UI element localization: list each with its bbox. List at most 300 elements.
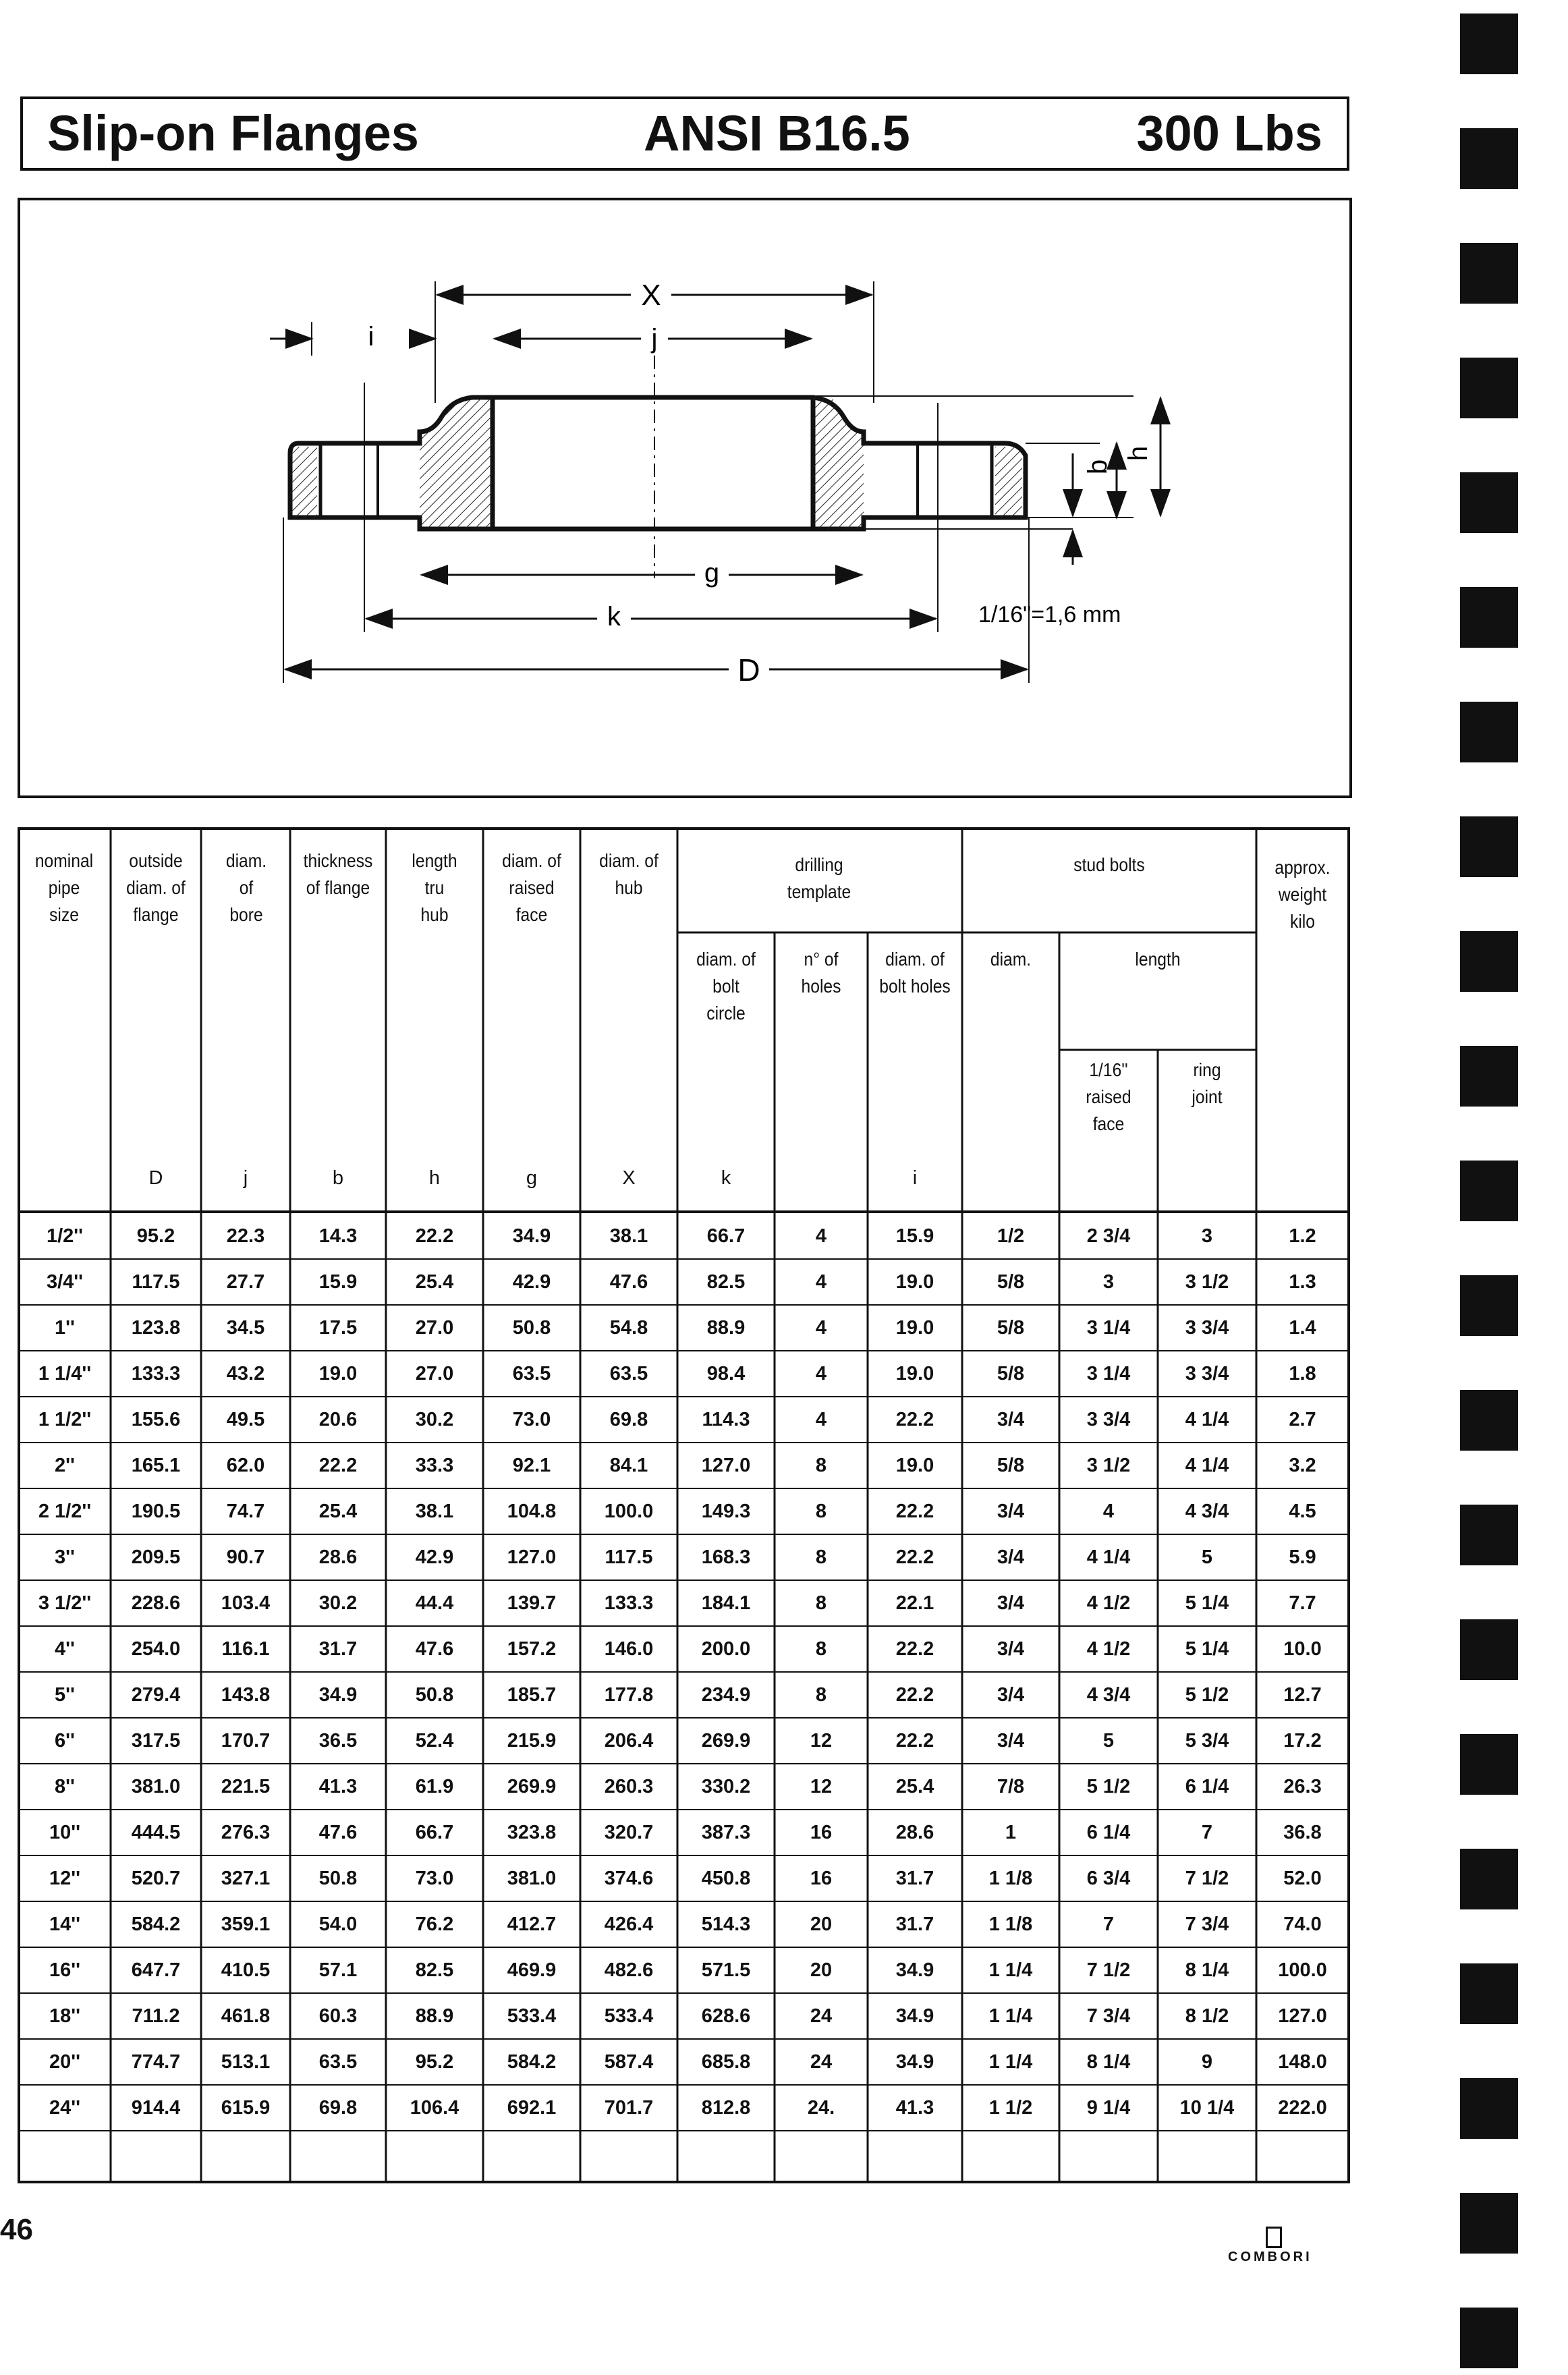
row-pipe-size: 2'' bbox=[55, 1455, 75, 1476]
right-hub-hatch bbox=[813, 397, 864, 529]
table-cell: 170.7 bbox=[221, 1730, 271, 1752]
row-pipe-size: 24'' bbox=[49, 2097, 81, 2119]
table-cell: 31.7 bbox=[895, 1913, 934, 1935]
binding-tab bbox=[1460, 1046, 1518, 1107]
table-cell: 254.0 bbox=[131, 1638, 181, 1660]
row-pipe-size: 1 1/4'' bbox=[38, 1363, 92, 1385]
table-cell: 3 bbox=[1201, 1225, 1213, 1247]
table-cell: 22.2 bbox=[895, 1684, 934, 1706]
table-cell: 6 1/4 bbox=[1086, 1822, 1131, 1843]
table-cell: 359.1 bbox=[221, 1913, 271, 1935]
dim-label-b: b bbox=[1083, 459, 1113, 475]
table-cell: 3/4 bbox=[997, 1730, 1025, 1752]
table-cell: 1 bbox=[1005, 1822, 1017, 1843]
table-cell: 4.5 bbox=[1289, 1501, 1316, 1522]
dim-label-g: g bbox=[704, 558, 720, 588]
header-bore-diameter: diam. of bore bbox=[225, 850, 267, 925]
table-cell: 76.2 bbox=[415, 1913, 454, 1935]
table-cell: 84.1 bbox=[609, 1455, 648, 1476]
table-cell: 520.7 bbox=[131, 1868, 181, 1889]
table-cell: 47.6 bbox=[609, 1271, 648, 1293]
table-cell: 22.1 bbox=[895, 1592, 934, 1614]
table-cell: 22.2 bbox=[895, 1730, 934, 1752]
table-cell: 4 1/4 bbox=[1185, 1409, 1229, 1430]
table-cell: 8 1/4 bbox=[1086, 2051, 1131, 2073]
table-cell: 615.9 bbox=[221, 2097, 271, 2119]
table-cell: 9 bbox=[1201, 2051, 1213, 2073]
table-cell: 482.6 bbox=[604, 1959, 654, 1981]
table-cell: 4 1/4 bbox=[1086, 1546, 1131, 1568]
table-cell: 177.8 bbox=[604, 1684, 654, 1706]
binding-tabs bbox=[1444, 0, 1568, 2372]
table-cell: 221.5 bbox=[221, 1776, 271, 1797]
table-cell: 260.3 bbox=[604, 1776, 654, 1797]
header-hub-length: length tru hub bbox=[412, 850, 457, 925]
table-cell: 100.0 bbox=[604, 1501, 654, 1522]
table-cell: 20 bbox=[810, 1913, 833, 1935]
table-cell: 114.3 bbox=[702, 1409, 750, 1430]
table-cell: 533.4 bbox=[507, 2005, 557, 2027]
table-cell: 41.3 bbox=[895, 2097, 934, 2119]
table-cell: 4 bbox=[815, 1317, 827, 1339]
table-cell: 5 1/2 bbox=[1086, 1776, 1131, 1797]
header-nominal-pipe-size: nominal pipe size bbox=[34, 850, 94, 925]
table-cell: 1/2 bbox=[997, 1225, 1025, 1247]
table-cell: 269.9 bbox=[507, 1776, 557, 1797]
table-cell: 5/8 bbox=[997, 1271, 1025, 1293]
table-cell: 50.8 bbox=[318, 1868, 358, 1889]
table-cell: 8 bbox=[815, 1592, 827, 1614]
table-cell: 7 3/4 bbox=[1086, 2005, 1131, 2027]
header-bolt-hole-diameter: diam. of bolt holes bbox=[879, 949, 951, 997]
table-cell: 12 bbox=[810, 1776, 833, 1797]
table-cell: 25.4 bbox=[415, 1271, 454, 1293]
table-cell: 692.1 bbox=[507, 2097, 557, 2119]
table-cell: 4 3/4 bbox=[1086, 1684, 1131, 1706]
table-cell: 4 1/2 bbox=[1086, 1592, 1131, 1614]
header-hub-diameter: diam. of hub bbox=[599, 850, 659, 898]
table-cell: 374.6 bbox=[604, 1868, 654, 1889]
table-cell: 3 bbox=[1102, 1271, 1115, 1293]
table-cell: 44.4 bbox=[415, 1592, 454, 1614]
dim-label-k: k bbox=[607, 602, 621, 632]
table-cell: 31.7 bbox=[895, 1868, 934, 1889]
table-cell: 533.4 bbox=[604, 2005, 654, 2027]
row-pipe-size: 18'' bbox=[49, 2005, 81, 2027]
table-cell: 36.8 bbox=[1283, 1822, 1322, 1843]
table-cell: 2 3/4 bbox=[1086, 1225, 1131, 1247]
publisher-logo bbox=[1228, 2227, 1312, 2265]
page-number: 46 bbox=[0, 2213, 33, 2246]
column-symbol: D bbox=[148, 1167, 163, 1189]
table-cell: 7 1/2 bbox=[1185, 1868, 1229, 1889]
table-cell: 22.2 bbox=[895, 1409, 934, 1430]
table-cell: 222.0 bbox=[1278, 2097, 1327, 2119]
table-cell: 1 1/8 bbox=[988, 1868, 1033, 1889]
left-flange-hatch bbox=[290, 447, 317, 518]
row-pipe-size: 5'' bbox=[55, 1684, 75, 1706]
binding-tab bbox=[1460, 1619, 1518, 1680]
header-stud-length: length bbox=[1135, 949, 1181, 970]
header-drilling-template: drilling template bbox=[787, 854, 851, 902]
table-cell: 16 bbox=[810, 1868, 833, 1889]
table-cell: 3 1/2 bbox=[1086, 1455, 1131, 1476]
table-cell: 31.7 bbox=[318, 1638, 358, 1660]
publisher-logo-text: COMBORI bbox=[1228, 2250, 1312, 2264]
table-cell: 1 1/4 bbox=[988, 1959, 1033, 1981]
table-cell: 5 1/4 bbox=[1185, 1638, 1229, 1660]
table-cell: 387.3 bbox=[701, 1822, 751, 1843]
table-cell: 914.4 bbox=[131, 2097, 181, 2119]
table-cell: 412.7 bbox=[507, 1913, 557, 1935]
table-cell: 9 1/4 bbox=[1086, 2097, 1131, 2119]
table-cell: 8 bbox=[815, 1638, 827, 1660]
table-cell: 774.7 bbox=[131, 2051, 181, 2073]
dim-label-j: j bbox=[651, 324, 658, 354]
raised-face-note: 1/16"=1,6 mm bbox=[978, 602, 1121, 627]
row-pipe-size: 3'' bbox=[55, 1546, 75, 1568]
table-cell: 28.6 bbox=[895, 1822, 934, 1843]
table-cell: 8 bbox=[815, 1501, 827, 1522]
row-pipe-size: 20'' bbox=[49, 2051, 81, 2073]
table-cell: 812.8 bbox=[701, 2097, 751, 2119]
table-cell: 381.0 bbox=[507, 1868, 557, 1889]
table-cell: 168.3 bbox=[701, 1546, 751, 1568]
table-cell: 5/8 bbox=[997, 1363, 1025, 1385]
table-cell: 7 1/2 bbox=[1086, 1959, 1131, 1981]
table-cell: 3/4 bbox=[997, 1546, 1025, 1568]
table-cell: 3 3/4 bbox=[1185, 1317, 1229, 1339]
table-cell: 1.2 bbox=[1289, 1225, 1316, 1247]
table-cell: 27.0 bbox=[415, 1317, 454, 1339]
row-pipe-size: 16'' bbox=[49, 1959, 81, 1981]
row-pipe-size: 1 1/2'' bbox=[38, 1409, 92, 1430]
table-cell: 66.7 bbox=[706, 1225, 746, 1247]
table-cell: 16 bbox=[810, 1822, 833, 1843]
row-pipe-size: 3 1/2'' bbox=[38, 1592, 92, 1614]
table-cell: 5 bbox=[1102, 1730, 1115, 1752]
table-cell: 3/4 bbox=[997, 1592, 1025, 1614]
table-cell: 206.4 bbox=[604, 1730, 654, 1752]
dimensions-table bbox=[18, 827, 1350, 2183]
table-cell: 5 1/4 bbox=[1185, 1592, 1229, 1614]
table-cell: 269.9 bbox=[701, 1730, 751, 1752]
table-cell: 1.8 bbox=[1289, 1363, 1316, 1385]
table-cell: 61.9 bbox=[415, 1776, 454, 1797]
table-cell: 60.3 bbox=[318, 2005, 358, 2027]
table-cell: 3/4 bbox=[997, 1684, 1025, 1706]
table-cell: 43.2 bbox=[226, 1363, 265, 1385]
binding-tab bbox=[1460, 1161, 1518, 1221]
table-cell: 701.7 bbox=[604, 2097, 654, 2119]
table-cell: 3 1/4 bbox=[1086, 1317, 1131, 1339]
table-cell: 185.7 bbox=[507, 1684, 557, 1706]
table-cell: 647.7 bbox=[131, 1959, 181, 1981]
table-cell: 19.0 bbox=[895, 1317, 934, 1339]
row-pipe-size: 6'' bbox=[55, 1730, 75, 1752]
table-cell: 5/8 bbox=[997, 1455, 1025, 1476]
table-cell: 148.0 bbox=[1278, 2051, 1327, 2073]
table-cell: 6 1/4 bbox=[1185, 1776, 1229, 1797]
table-cell: 3/4 bbox=[997, 1638, 1025, 1660]
table-cell: 95.2 bbox=[415, 2051, 454, 2073]
table-cell: 8 bbox=[815, 1546, 827, 1568]
table-cell: 50.8 bbox=[512, 1317, 551, 1339]
table-cell: 17.5 bbox=[318, 1317, 358, 1339]
table-cell: 571.5 bbox=[701, 1959, 751, 1981]
row-pipe-size: 1'' bbox=[55, 1317, 75, 1339]
table-cell: 381.0 bbox=[131, 1776, 181, 1797]
table-cell: 92.1 bbox=[512, 1455, 551, 1476]
table-cell: 143.8 bbox=[221, 1684, 271, 1706]
dim-label-i: i bbox=[368, 322, 374, 352]
table-cell: 38.1 bbox=[415, 1501, 454, 1522]
table-cell: 15.9 bbox=[895, 1225, 934, 1247]
table-cell: 3 1/4 bbox=[1086, 1363, 1131, 1385]
dim-label-x: X bbox=[641, 279, 661, 312]
table-cell: 127.0 bbox=[507, 1546, 557, 1568]
table-cell: 20 bbox=[810, 1959, 833, 1981]
table-cell: 8 bbox=[815, 1684, 827, 1706]
table-cell: 10 1/4 bbox=[1179, 2097, 1235, 2119]
table-cell: 5/8 bbox=[997, 1317, 1025, 1339]
table-cell: 22.2 bbox=[318, 1455, 358, 1476]
table-cell: 4 bbox=[815, 1225, 827, 1247]
table-cell: 25.4 bbox=[318, 1501, 358, 1522]
table-cell: 63.5 bbox=[512, 1363, 551, 1385]
table-cell: 22.2 bbox=[895, 1546, 934, 1568]
table-cell: 38.1 bbox=[609, 1225, 648, 1247]
table-cell: 24. bbox=[807, 2097, 835, 2119]
binding-tab bbox=[1460, 128, 1518, 189]
table-cell: 587.4 bbox=[604, 2051, 654, 2073]
table-cell: 628.6 bbox=[701, 2005, 751, 2027]
table-cell: 1.3 bbox=[1289, 1271, 1316, 1293]
column-symbol: j bbox=[243, 1167, 248, 1189]
binding-tab bbox=[1460, 472, 1518, 533]
table-cell: 63.5 bbox=[318, 2051, 358, 2073]
table-cell: 330.2 bbox=[701, 1776, 751, 1797]
table-cell: 146.0 bbox=[604, 1638, 654, 1660]
table-cell: 215.9 bbox=[507, 1730, 557, 1752]
table-cell: 54.8 bbox=[609, 1317, 648, 1339]
table-cell: 7 bbox=[1201, 1822, 1213, 1843]
table-cell: 26.3 bbox=[1283, 1776, 1322, 1797]
table-cell: 133.3 bbox=[131, 1363, 181, 1385]
table-cell: 1.4 bbox=[1289, 1317, 1316, 1339]
table-cell: 1 1/4 bbox=[988, 2051, 1033, 2073]
table-cell: 69.8 bbox=[609, 1409, 648, 1430]
binding-tab bbox=[1460, 1390, 1518, 1451]
table-cell: 24 bbox=[810, 2005, 833, 2027]
table-cell: 20.6 bbox=[318, 1409, 358, 1430]
column-symbol: k bbox=[721, 1167, 731, 1189]
binding-tab bbox=[1460, 2078, 1518, 2139]
table-cell: 52.0 bbox=[1283, 1868, 1322, 1889]
table-cell: 34.9 bbox=[895, 1959, 934, 1981]
table-cell: 127.0 bbox=[1278, 2005, 1327, 2027]
table-cell: 155.6 bbox=[131, 1409, 181, 1430]
right-flange-hatch bbox=[995, 447, 1022, 518]
binding-tab bbox=[1460, 243, 1518, 304]
table-cell: 116.1 bbox=[221, 1638, 270, 1660]
table-cell: 103.4 bbox=[221, 1592, 271, 1614]
table-cell: 4 1/4 bbox=[1185, 1455, 1229, 1476]
table-cell: 469.9 bbox=[507, 1959, 557, 1981]
table-cell: 450.8 bbox=[701, 1868, 751, 1889]
table-cell: 54.0 bbox=[318, 1913, 358, 1935]
table-cell: 34.5 bbox=[226, 1317, 265, 1339]
table-cell: 410.5 bbox=[221, 1959, 271, 1981]
table-cell: 28.6 bbox=[318, 1546, 358, 1568]
table-cell: 66.7 bbox=[415, 1822, 454, 1843]
table-cell: 5 bbox=[1201, 1546, 1213, 1568]
binding-tab bbox=[1460, 587, 1518, 648]
table-cell: 5.9 bbox=[1289, 1546, 1316, 1568]
table-cell: 123.8 bbox=[131, 1317, 181, 1339]
table-cell: 41.3 bbox=[318, 1776, 358, 1797]
header-bolt-circle: diam. of bolt circle bbox=[696, 949, 756, 1024]
table-cell: 62.0 bbox=[226, 1455, 265, 1476]
row-pipe-size: 3/4'' bbox=[46, 1271, 84, 1293]
table-cell: 6 3/4 bbox=[1086, 1868, 1131, 1889]
table-cell: 323.8 bbox=[507, 1822, 557, 1843]
table-cell: 8 bbox=[815, 1455, 827, 1476]
table-cell: 1 1/2 bbox=[988, 2097, 1033, 2119]
table-cell: 25.4 bbox=[895, 1776, 934, 1797]
row-pipe-size: 12'' bbox=[49, 1868, 81, 1889]
table-cell: 3 3/4 bbox=[1086, 1409, 1131, 1430]
table-cell: 209.5 bbox=[131, 1546, 181, 1568]
table-cell: 584.2 bbox=[507, 2051, 557, 2073]
binding-tab bbox=[1460, 1275, 1518, 1336]
row-pipe-size: 2 1/2'' bbox=[38, 1501, 92, 1522]
table-cell: 36.5 bbox=[318, 1730, 358, 1752]
row-pipe-size: 10'' bbox=[49, 1822, 81, 1843]
table-cell: 117.5 bbox=[605, 1546, 653, 1568]
table-cell: 95.2 bbox=[136, 1225, 175, 1247]
header-approx-weight: approx. weight kilo bbox=[1275, 857, 1331, 932]
table-cell: 19.0 bbox=[318, 1363, 358, 1385]
table-cell: 73.0 bbox=[415, 1868, 454, 1889]
table-cell: 30.2 bbox=[318, 1592, 358, 1614]
title-standard: ANSI B16.5 bbox=[644, 105, 910, 161]
binding-tabs-strip bbox=[1444, 0, 1568, 2372]
table-cell: 30.2 bbox=[415, 1409, 454, 1430]
table-cell: 8 1/4 bbox=[1185, 1959, 1229, 1981]
table-cell: 73.0 bbox=[512, 1409, 551, 1430]
table-cell: 4 3/4 bbox=[1185, 1501, 1229, 1522]
binding-tab bbox=[1460, 702, 1518, 762]
table-cell: 88.9 bbox=[706, 1317, 746, 1339]
table-cell: 685.8 bbox=[701, 2051, 751, 2073]
binding-tab bbox=[1460, 13, 1518, 74]
table-cell: 4 bbox=[815, 1271, 827, 1293]
table-cell: 165.1 bbox=[131, 1455, 181, 1476]
table-cell: 90.7 bbox=[226, 1546, 265, 1568]
table-cell: 12 bbox=[810, 1730, 833, 1752]
header-length-ring-joint: ring joint bbox=[1192, 1059, 1223, 1107]
header-outside-diameter: outside diam. of flange bbox=[126, 850, 186, 925]
table-cell: 22.3 bbox=[226, 1225, 265, 1247]
binding-tab bbox=[1460, 1963, 1518, 2024]
title-flange-type: Slip-on Flanges bbox=[47, 105, 419, 161]
table-cell: 15.9 bbox=[318, 1271, 358, 1293]
table-cell: 3.2 bbox=[1289, 1455, 1316, 1476]
header-raised-face-diameter: diam. of raised face bbox=[502, 850, 561, 925]
table-cell: 3 1/2 bbox=[1185, 1271, 1229, 1293]
table-cell: 327.1 bbox=[221, 1868, 271, 1889]
left-hub-hatch bbox=[420, 397, 493, 529]
table-cell: 47.6 bbox=[318, 1822, 358, 1843]
header-stud-bolts: stud bolts bbox=[1073, 854, 1145, 875]
table-cell: 139.7 bbox=[507, 1592, 557, 1614]
table-cell: 19.0 bbox=[895, 1455, 934, 1476]
table-cell: 228.6 bbox=[131, 1592, 181, 1614]
table-cell: 7.7 bbox=[1289, 1592, 1316, 1614]
table-cell: 106.4 bbox=[410, 2097, 459, 2119]
table-cell: 1 1/8 bbox=[988, 1913, 1033, 1935]
header-flange-thickness: thickness of flange bbox=[303, 850, 373, 898]
table-cell: 7 bbox=[1102, 1913, 1115, 1935]
table-cell: 317.5 bbox=[131, 1730, 181, 1752]
table-cell: 19.0 bbox=[895, 1363, 934, 1385]
table-cell: 57.1 bbox=[318, 1959, 358, 1981]
binding-tab bbox=[1460, 816, 1518, 877]
dim-label-d: D bbox=[737, 652, 760, 688]
binding-tab bbox=[1460, 1734, 1518, 1795]
table-cell: 320.7 bbox=[604, 1822, 654, 1843]
column-symbol: i bbox=[912, 1167, 918, 1189]
flange-diagram-frame bbox=[18, 198, 1352, 798]
table-cell: 461.8 bbox=[221, 2005, 271, 2027]
table-cell: 63.5 bbox=[609, 1363, 648, 1385]
table-cell: 34.9 bbox=[512, 1225, 551, 1247]
table-cell: 584.2 bbox=[131, 1913, 181, 1935]
header-number-of-holes: n° of holes bbox=[801, 949, 841, 997]
table-cell: 1 1/4 bbox=[988, 2005, 1033, 2027]
table-cell: 4 bbox=[815, 1409, 827, 1430]
table-cell: 7/8 bbox=[997, 1776, 1025, 1797]
table-cell: 22.2 bbox=[895, 1638, 934, 1660]
binding-tab bbox=[1460, 1849, 1518, 1909]
table-cell: 3/4 bbox=[997, 1501, 1025, 1522]
dim-label-h: h bbox=[1123, 445, 1153, 462]
table-cell: 127.0 bbox=[701, 1455, 751, 1476]
table-cell: 117.5 bbox=[132, 1271, 180, 1293]
table-cell: 24 bbox=[810, 2051, 833, 2073]
flange-body-outline bbox=[290, 397, 1026, 529]
table-cell: 88.9 bbox=[415, 2005, 454, 2027]
table-cell: 426.4 bbox=[604, 1913, 654, 1935]
column-symbol: h bbox=[428, 1167, 441, 1189]
table-cell: 22.2 bbox=[415, 1225, 454, 1247]
table-cell: 14.3 bbox=[318, 1225, 358, 1247]
table-cell: 10.0 bbox=[1283, 1638, 1322, 1660]
title-bar bbox=[20, 96, 1349, 171]
table-cell: 200.0 bbox=[701, 1638, 751, 1660]
table-cell: 234.9 bbox=[701, 1684, 751, 1706]
column-symbol: g bbox=[526, 1167, 538, 1189]
table-cell: 34.9 bbox=[318, 1684, 358, 1706]
header-stud-diameter: diam. bbox=[990, 949, 1032, 970]
table-cell: 17.2 bbox=[1283, 1730, 1322, 1752]
table-cell: 4 bbox=[1102, 1501, 1115, 1522]
table-cell: 514.3 bbox=[701, 1913, 751, 1935]
table-cell: 42.9 bbox=[415, 1546, 454, 1568]
table-cell: 27.0 bbox=[415, 1363, 454, 1385]
table-cell: 100.0 bbox=[1278, 1959, 1327, 1981]
